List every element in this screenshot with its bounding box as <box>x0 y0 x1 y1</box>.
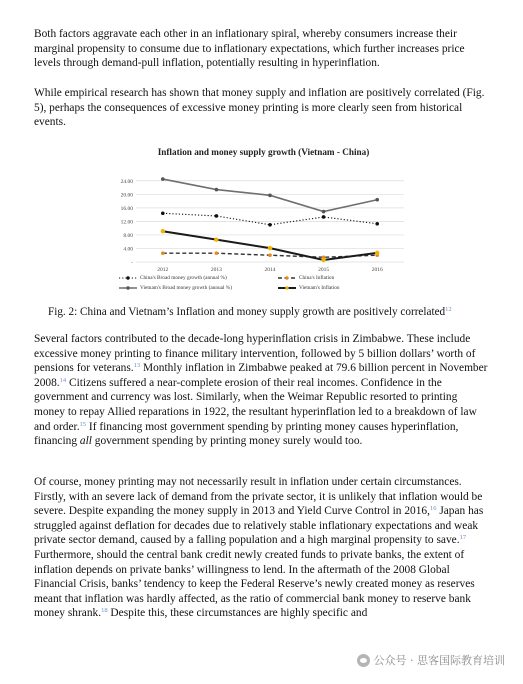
text-span: Japan has struggled against deflation for decades due to relatively stable inflationary expectations and weak private sector demand, caused by a falling population and a high marginal propensity to save. <box>34 505 484 547</box>
footnote-link[interactable]: 14 <box>59 376 67 384</box>
footnote-link[interactable]: 17 <box>459 534 467 542</box>
watermark-text: 公众号 · 思客国际教育培训 <box>373 654 505 667</box>
legend-swatch <box>118 275 138 281</box>
data-point <box>322 210 326 214</box>
data-point <box>321 258 325 262</box>
paragraph-empirical-research: While empirical research has shown that money supply and inflation are positively correlated (Fig. 5), perhaps the consequences of excessive money printing is more clearly seen from historical events. <box>34 87 485 129</box>
data-point <box>268 194 272 198</box>
data-point <box>214 237 218 241</box>
legend-label: China's Broad money growth (annual %) <box>140 275 227 281</box>
x-tick-label: 2015 <box>318 267 330 273</box>
chart-title: Inflation and money supply growth (Vietnam - China) <box>157 147 370 157</box>
x-tick-label: 2012 <box>157 267 169 273</box>
text-span: government spending by printing money surely would too. <box>91 435 363 448</box>
y-tick-label: 8.00 <box>123 232 133 239</box>
legend-swatch-marker <box>126 286 129 289</box>
data-point <box>215 251 219 255</box>
legend-item <box>277 275 334 281</box>
footnote-link[interactable]: 16 <box>429 505 437 513</box>
text-span: Monthly inflation in Zimbabwe peaked at 79.6 billion percent in November 2008. <box>34 362 488 389</box>
x-tick-label: 2013 <box>210 267 222 273</box>
y-tick-label: - <box>131 260 133 266</box>
footnote-link[interactable]: 13 <box>133 362 141 370</box>
paragraph-zimbabwe <box>34 332 488 449</box>
footnote-link[interactable]: 18 <box>101 607 108 615</box>
data-point <box>161 229 165 233</box>
watermark <box>357 652 506 668</box>
data-point <box>322 215 326 219</box>
legend-swatch-marker <box>285 276 288 279</box>
text-span: Several factors contributed to the decade-long hyperinflation crisis in Zimbabwe. These include excessive money printing to finance military intervention, followed by 5 billion dollars’ worth of pensions for veterans. <box>34 333 476 375</box>
legend-item <box>118 285 232 291</box>
legend-label: China's Inflation <box>299 275 335 281</box>
y-tick-label: 24.00 <box>120 178 133 185</box>
data-point <box>161 251 165 255</box>
legend-swatch <box>118 285 138 291</box>
legend-swatch <box>277 285 297 291</box>
legend-swatch <box>277 275 297 281</box>
data-point <box>215 188 219 192</box>
figure-caption <box>48 306 452 318</box>
data-point <box>161 211 165 215</box>
paragraph-inflationary-spiral: Both factors aggravate each other in an inflationary spiral, whereby consumers increase their marginal propensity to consume due to inflationary expectations, which further increases price levels through demand-pull inflation, potentially resulting in hyperinflation. <box>34 28 465 70</box>
data-point <box>375 198 379 202</box>
data-point <box>375 222 379 226</box>
text-span: Citizens suffered a near-complete erosion of their real incomes. Confidence in the government and currency was lost. Similarly, when the Weimar Republic resorted to printing money to repay Allied reparations in 1922, the resultant hyperinflation led to a breakdown of law and order. <box>34 376 477 433</box>
footnote-link[interactable]: 15 <box>79 420 87 428</box>
paragraph-money-printing-exceptions <box>34 475 488 621</box>
data-point <box>268 253 272 257</box>
caption-footnote-link[interactable]: 12 <box>445 306 452 313</box>
data-point <box>215 214 219 218</box>
legend-swatch-marker <box>285 286 288 289</box>
data-point <box>268 223 272 227</box>
legend-item <box>118 275 227 281</box>
emphasis-all: all <box>79 435 92 448</box>
x-tick-label: 2014 <box>264 267 276 273</box>
legend-label: Vietnam's Broad money growth (annual %) <box>140 285 232 291</box>
text-span: Despite this, these circumstances are highly specific and <box>107 607 368 620</box>
wechat-icon <box>357 654 370 667</box>
legend-label: Vietnam's Inflation <box>299 285 340 291</box>
legend-item <box>277 285 340 291</box>
text-span: Furthermore, should the central bank credit newly created funds to private banks, the extent of inflation depends on private banks’ willingness to lend. In the aftermath of the 2008 Global Financial Crisis, banks’ tendency to keep the Federal Reserve’s newly created money as reserves meant that inflation was hardly affected, as the ratio of commercial bank money to reserve bank money shrank. <box>34 548 475 620</box>
inflation-money-supply-chart <box>108 144 419 299</box>
caption-text: Fig. 2: China and Vietnam’s Inflation and money supply growth are positively correlated <box>48 306 446 318</box>
y-tick-label: 12.00 <box>120 219 133 226</box>
data-point <box>375 251 379 255</box>
x-tick-label: 2016 <box>371 267 383 273</box>
y-tick-label: 4.00 <box>123 246 133 253</box>
data-point <box>268 246 272 250</box>
data-point <box>161 177 165 181</box>
text-span: Of course, money printing may not necessarily result in inflation under certain circumstances. Firstly, with an severe lack of demand from the private sector, it is unlikely that inflation would be severe. Despite expanding the money supply in 2013 and Yield Curve Control in 2016, <box>34 476 483 518</box>
chart-plot <box>108 144 419 275</box>
y-tick-label: 20.00 <box>120 192 133 199</box>
legend-swatch-marker <box>126 276 129 279</box>
text-span: If financing most government spending by printing money causes hyperinflation, financing <box>34 420 459 448</box>
y-tick-label: 16.00 <box>120 205 133 212</box>
